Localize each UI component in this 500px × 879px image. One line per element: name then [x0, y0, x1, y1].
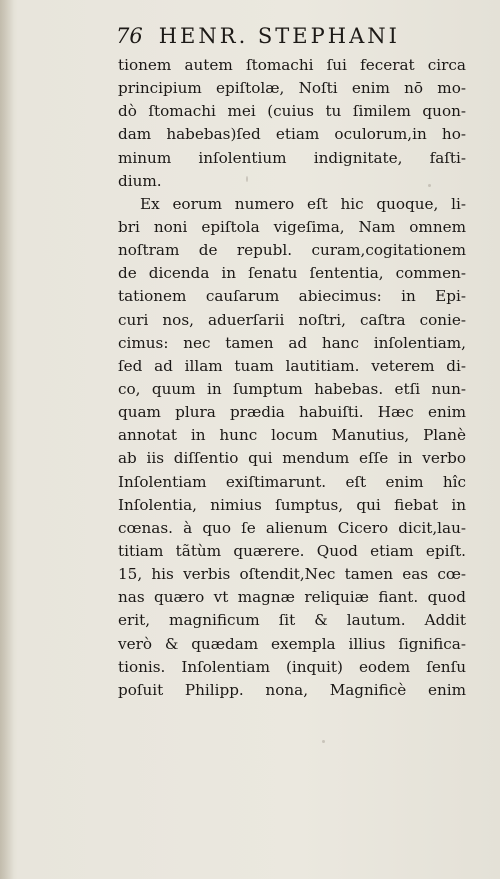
- text-line: Inſolentia, nimius ſumptus, qui fiebat in: [118, 495, 466, 514]
- running-title: HENR. STEPHANI: [158, 24, 400, 48]
- text-line: titiam tãtùm quærere. Quod etiam epiſt.: [118, 541, 466, 560]
- text-line: minum inſolentium indignitate, faſti-: [118, 148, 466, 167]
- text-line: poſuit Philipp. nona, Magnificè enim: [118, 680, 466, 699]
- paper-speck: [322, 740, 325, 743]
- text-line: de dicenda in ſenatu ſententia, commen-: [118, 264, 466, 283]
- text-line: curi nos, aduerſarii noſtri, caſtra conie-: [118, 310, 466, 329]
- text-line: cœnas. à quo ſe alienum Cicero dicit,lau-: [118, 518, 466, 537]
- text-line: erit, magnificum ſit & lautum. Addit: [118, 611, 466, 630]
- text-line: 15, his verbis oſtendit,Nec tamen eas cœ-: [118, 565, 466, 584]
- text-line: cimus: nec tamen ad hanc inſolentiam,: [118, 333, 466, 352]
- text-line: ab iis diſſentio qui mendum eſſe in verbo: [118, 449, 466, 468]
- text-line: annotat in hunc locum Manutius, Planè: [118, 426, 466, 445]
- text-line: co, quum in ſumptum habebas. etſi nun-: [118, 379, 466, 398]
- text-line: ſed ad illam tuam lautitiam. veterem di-: [118, 356, 466, 375]
- paragraph-first-line: Ex eorum numero eſt hic quoque, li-: [140, 194, 466, 213]
- text-line: Inſolentiam exiſtimarunt. eſt enim hîc: [118, 472, 466, 491]
- text-line: tionem autem ſtomachi ſui fecerat circa: [118, 56, 466, 74]
- text-line: verò & quædam exempla illius ſignifica-: [118, 634, 466, 653]
- text-line: nas quæro vt magnæ reliquiæ fiant. quod: [118, 588, 466, 607]
- body-text: [118, 54, 466, 702]
- gutter-shadow: [0, 0, 14, 879]
- running-head: [116, 24, 400, 48]
- paper-speck: [246, 176, 248, 182]
- text-line: bri noni epiſtola vigeſima, Nam omnem: [118, 217, 466, 236]
- text-line: dò ſtomachi mei (cuius tu ſimilem quon-: [118, 102, 466, 121]
- text-line: tionis. Inſolentiam (inquit) eodem ſenſu: [118, 657, 466, 676]
- paper-speck: [428, 184, 431, 187]
- text-line: principium epiſtolæ, Noſti enim nō mo-: [118, 79, 466, 98]
- text-line: tationem cauſarum abiecimus: in Epi-: [118, 287, 466, 306]
- page-number: 76: [116, 24, 143, 48]
- text-line: dium.: [118, 171, 162, 190]
- text-line: noſtram de republ. curam,cogitationem: [118, 241, 466, 260]
- text-line: dam habebas)ſed etiam oculorum,in ho-: [118, 125, 466, 144]
- text-line: quam plura prædia habuiſti. Hæc enim: [118, 403, 466, 422]
